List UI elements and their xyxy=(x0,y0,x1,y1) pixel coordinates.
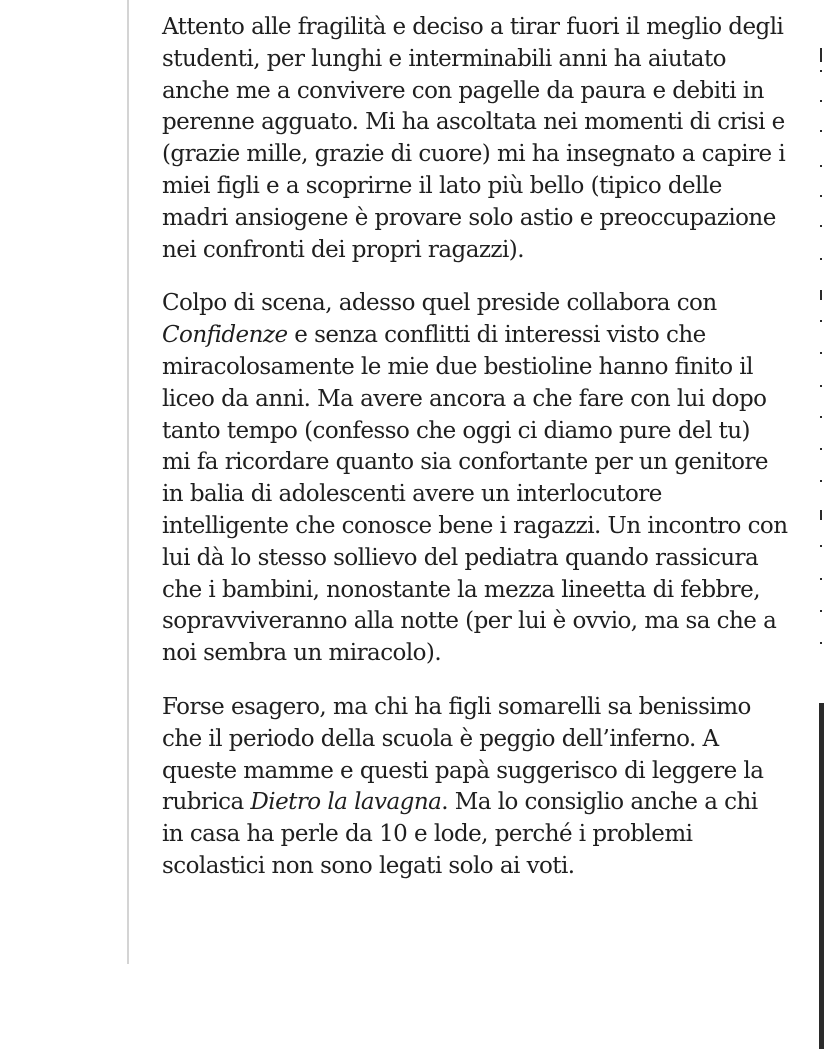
article-body xyxy=(162,12,792,905)
edge-tick xyxy=(820,642,822,644)
text-line: lui dà lo stesso sollievo del pediatra quando rassicura xyxy=(162,544,759,571)
right-edge-bar xyxy=(819,703,824,1049)
edge-tick xyxy=(820,480,822,482)
edge-tick xyxy=(820,165,822,167)
text-line: noi sembra un miracolo). xyxy=(162,640,442,667)
text-line xyxy=(162,787,792,819)
text-line: intelligente che conosce bene i ragazzi. Un incontro con xyxy=(162,512,788,539)
magazine-title: Confidenze xyxy=(162,322,288,349)
text-line: madri ansiogene è provare solo astio e preoccupazione xyxy=(162,204,776,231)
edge-tick xyxy=(820,48,822,62)
edge-tick xyxy=(820,225,822,227)
text-line: studenti, per lunghi e interminabili anni ha aiutato xyxy=(162,45,726,72)
edge-tick xyxy=(820,448,822,450)
text-line: scolastici non sono legati solo ai voti. xyxy=(162,852,575,879)
paragraph-2 xyxy=(162,288,792,670)
text-fragment: rubrica xyxy=(162,789,251,816)
edge-tick xyxy=(820,100,822,102)
left-column-rule xyxy=(127,0,129,964)
edge-tick xyxy=(820,416,822,418)
edge-tick xyxy=(820,510,822,520)
text-line: perenne agguato. Mi ha ascoltata nei momenti di crisi e xyxy=(162,109,785,136)
edge-tick xyxy=(820,578,822,580)
text-line: mi fa ricordare quanto sia confortante per un genitore xyxy=(162,449,768,476)
text-line: Forse esagero, ma chi ha figli somarelli sa benissimo xyxy=(162,693,751,720)
text-line: miei figli e a scoprirne il lato più bello (tipico delle xyxy=(162,172,722,199)
edge-tick xyxy=(820,352,822,354)
edge-tick xyxy=(820,70,822,72)
text-line: in balia di adolescenti avere un interlocutore xyxy=(162,481,662,508)
text-line: sopravviveranno alla notte (per lui è ovvio, ma sa che a xyxy=(162,608,777,635)
text-fragment: . Ma lo consiglio anche a chi xyxy=(441,789,758,816)
edge-tick xyxy=(820,258,822,260)
text-line: liceo da anni. Ma avere ancora a che fare con lui dopo xyxy=(162,385,767,412)
edge-tick xyxy=(820,610,822,612)
paragraph-1 xyxy=(162,12,792,266)
text-fragment: e senza conflitti di interessi visto che xyxy=(287,322,706,349)
text-line: Colpo di scena, adesso quel preside collabora con xyxy=(162,290,717,317)
edge-tick xyxy=(820,130,822,132)
paragraph-3 xyxy=(162,692,792,883)
text-line: Attento alle fragilità e deciso a tirar fuori il meglio degli xyxy=(162,14,784,40)
text-line: (grazie mille, grazie di cuore) mi ha insegnato a capire i xyxy=(162,141,786,168)
edge-tick xyxy=(820,385,822,387)
text-line: queste mamme e questi papà suggerisco di leggere la xyxy=(162,757,764,784)
text-line: nei confronti dei propri ragazzi). xyxy=(162,236,524,263)
edge-tick xyxy=(820,290,822,300)
text-line: miracolosamente le mie due bestioline hanno finito il xyxy=(162,353,753,380)
text-line: che il periodo della scuola è peggio dell’inferno. A xyxy=(162,725,719,752)
text-line: tanto tempo (confesso che oggi ci diamo pure del tu) xyxy=(162,417,750,444)
text-line: anche me a convivere con pagelle da paura e debiti in xyxy=(162,77,764,104)
edge-tick xyxy=(820,320,822,322)
column-title: Dietro la lavagna xyxy=(250,789,442,816)
text-line: che i bambini, nonostante la mezza lineetta di febbre, xyxy=(162,576,760,603)
text-line: in casa ha perle da 10 e lode, perché i problemi xyxy=(162,821,693,848)
text-line xyxy=(162,320,792,352)
edge-tick xyxy=(820,545,822,547)
edge-tick xyxy=(820,195,822,197)
